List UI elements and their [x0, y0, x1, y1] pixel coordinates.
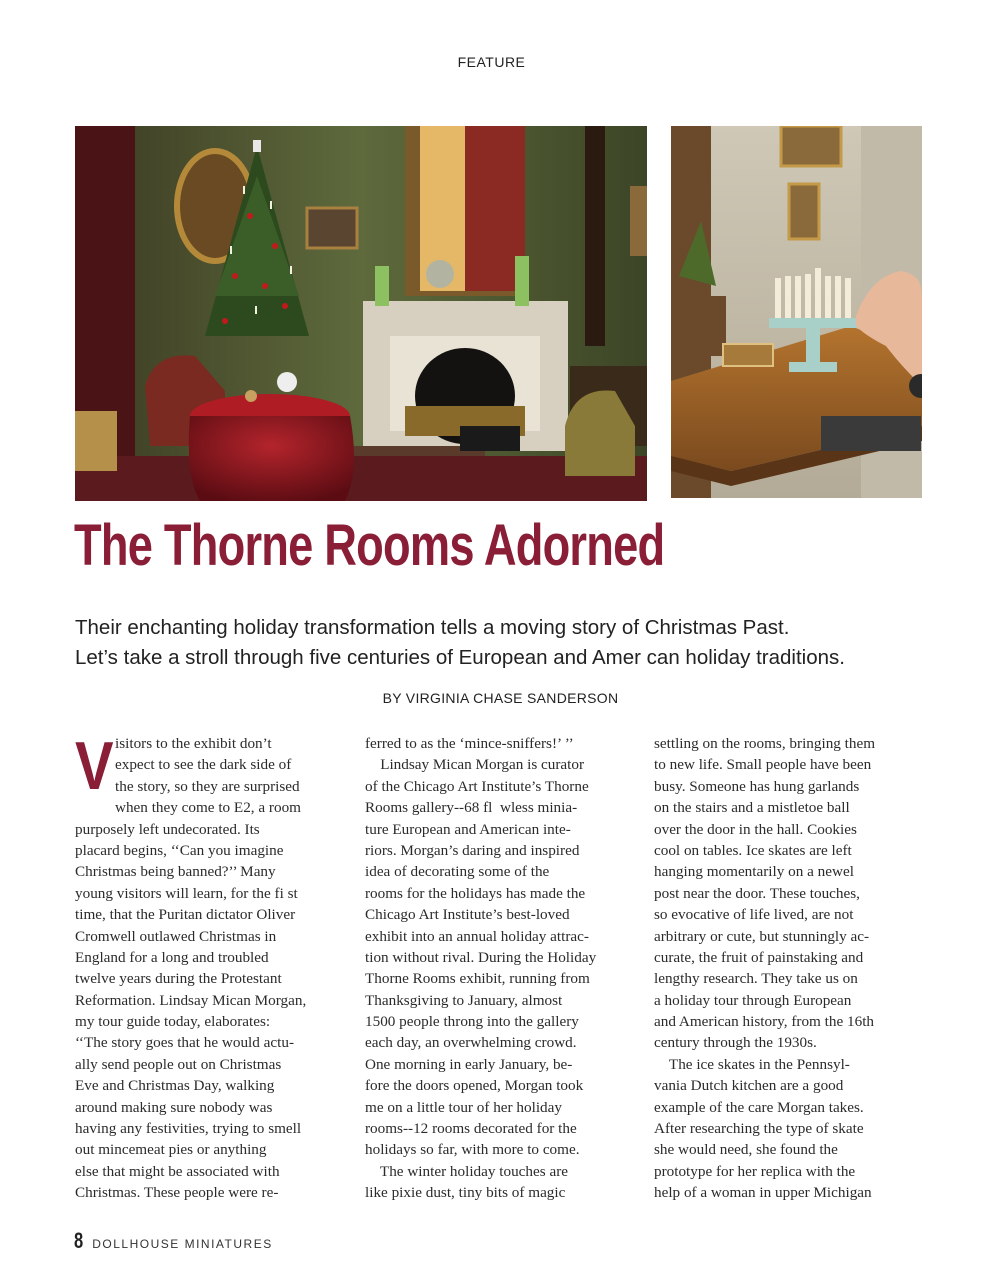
article-title: The Thorne Rooms Adorned: [74, 513, 665, 578]
text-line: else that might be associated with: [75, 1162, 280, 1180]
text-line: ally send people out on Christmas: [75, 1055, 282, 1073]
text-line: a holiday tour through European: [654, 991, 852, 1009]
text-line: century through the 1930s.: [654, 1034, 817, 1052]
text-line: twelve years during the Protestant: [75, 970, 282, 988]
text-line: The winter holiday touches are: [365, 1162, 568, 1180]
text-line: of the Chicago Art Institute’s Thorne: [365, 777, 589, 795]
text-line: over the door in the hall. Cookies: [654, 820, 857, 838]
text-line: Cromwell outlawed Christmas in: [75, 927, 277, 945]
text-line: when they come to E2, a room: [115, 799, 301, 817]
text-line: purposely left undecorated. Its: [75, 820, 260, 838]
text-line: tion without rival. During the Holiday: [365, 948, 597, 966]
text-line: ferred to as the ‘mince-sniffers!’ ’’: [365, 735, 574, 752]
article-column-3: [654, 733, 926, 1204]
text-line: hanging momentarily on a newel: [654, 863, 854, 881]
text-line: to new life. Small people have been: [654, 756, 872, 774]
text-line: England for a long and troubled: [75, 948, 269, 966]
text-line: After researching the type of skate: [654, 1120, 864, 1138]
text-line: cool on tables. Ice skates are left: [654, 841, 852, 859]
text-line: out mincemeat pies or anything: [75, 1141, 267, 1159]
text-line: young visitors will learn, for the fi st: [75, 884, 298, 902]
text-line: ture European and American inte-: [365, 820, 571, 838]
article-deck: [75, 613, 935, 673]
page-number: 8: [74, 1228, 84, 1253]
text-line: post near the door. These touches,: [654, 884, 860, 902]
text-line: isitors to the exhibit don’t: [115, 735, 272, 752]
text-line: Lindsay Mican Morgan is curator: [365, 756, 585, 774]
text-line: arbitrary or cute, but stunningly ac-: [654, 927, 870, 945]
text-line: settling on the rooms, bringing them: [654, 735, 876, 752]
text-line: idea of decorating some of the: [365, 863, 550, 881]
text-line: riors. Morgan’s daring and inspired: [365, 841, 580, 859]
text-line: vania Dutch kitchen are a good: [654, 1077, 844, 1095]
drop-cap: V: [75, 728, 114, 804]
text-line: each day, an overwhelming crowd.: [365, 1034, 577, 1052]
text-line: like pixie dust, tiny bits of magic: [365, 1184, 566, 1202]
article-column-1: [75, 728, 347, 1204]
section-label: FEATURE: [457, 54, 526, 70]
text-line: The ice skates in the Pennsyl-: [654, 1055, 850, 1073]
miniature-menorah-table-photo: [671, 126, 922, 498]
text-line: One morning in early January, be-: [365, 1055, 573, 1073]
text-line: ‘‘The story goes that he would actu-: [75, 1034, 295, 1052]
text-line: my tour guide today, elaborates:: [75, 1013, 271, 1031]
text-line: placard begins, ‘‘Can you imagine: [75, 841, 284, 859]
text-line: curate, the fruit of painstaking and: [654, 948, 864, 966]
text-line: holidays so far, with more to come.: [365, 1141, 580, 1159]
text-line: lengthy research. They take us on: [654, 970, 858, 988]
text-line: rooms--12 rooms decorated for the: [365, 1120, 577, 1138]
text-line: help of a woman in upper Michigan: [654, 1184, 872, 1202]
text-line: Thanksgiving to January, almost: [365, 991, 563, 1009]
text-line: Rooms gallery--68 fl wless minia-: [365, 799, 578, 817]
text-line: busy. Someone has hung garlands: [654, 777, 860, 795]
text-line: on the stairs and a mistletoe ball: [654, 799, 850, 817]
text-line: Reformation. Lindsay Mican Morgan,: [75, 991, 307, 1009]
text-line: Christmas. These people were re-: [75, 1184, 279, 1202]
text-line: Christmas being banned?’’ Many: [75, 863, 276, 881]
text-line: so evocative of life lived, are not: [654, 906, 854, 924]
text-line: 1500 people throng into the gallery: [365, 1013, 579, 1031]
text-line: time, that the Puritan dictator Oliver: [75, 906, 296, 924]
publication-name: DOLLHOUSE MINIATURES: [92, 1237, 273, 1251]
text-line: having any festivities, trying to smell: [75, 1120, 302, 1138]
text-line: example of the care Morgan takes.: [654, 1098, 864, 1116]
victorian-parlor-christmas-tree-photo: [75, 126, 647, 501]
byline: BY VIRGINIA CHASE SANDERSON: [382, 690, 619, 706]
text-line: rooms for the holidays has made the: [365, 884, 586, 902]
page-footer: [74, 1228, 279, 1254]
text-line: me on a little tour of her holiday: [365, 1098, 562, 1116]
text-line: expect to see the dark side of: [115, 756, 292, 774]
text-line: Eve and Christmas Day, walking: [75, 1077, 275, 1095]
text-line: she would need, she found the: [654, 1141, 838, 1159]
deck-line: Their enchanting holiday transformation tells a moving story of Christmas Past.: [75, 616, 790, 639]
text-line: and American history, from the 16th: [654, 1013, 875, 1031]
article-column-2: [365, 733, 637, 1204]
text-line: the story, so they are surprised: [115, 777, 300, 795]
text-line: fore the doors opened, Morgan took: [365, 1077, 584, 1095]
text-line: around making sure nobody was: [75, 1098, 273, 1116]
text-line: Chicago Art Institute’s best-loved: [365, 906, 570, 924]
text-line: Thorne Rooms exhibit, running from: [365, 970, 590, 988]
text-line: exhibit into an annual holiday attrac-: [365, 927, 589, 945]
text-line: prototype for her replica with the: [654, 1162, 856, 1180]
deck-line: Let’s take a stroll through five centuries of European and Amer can holiday traditions.: [75, 646, 845, 669]
